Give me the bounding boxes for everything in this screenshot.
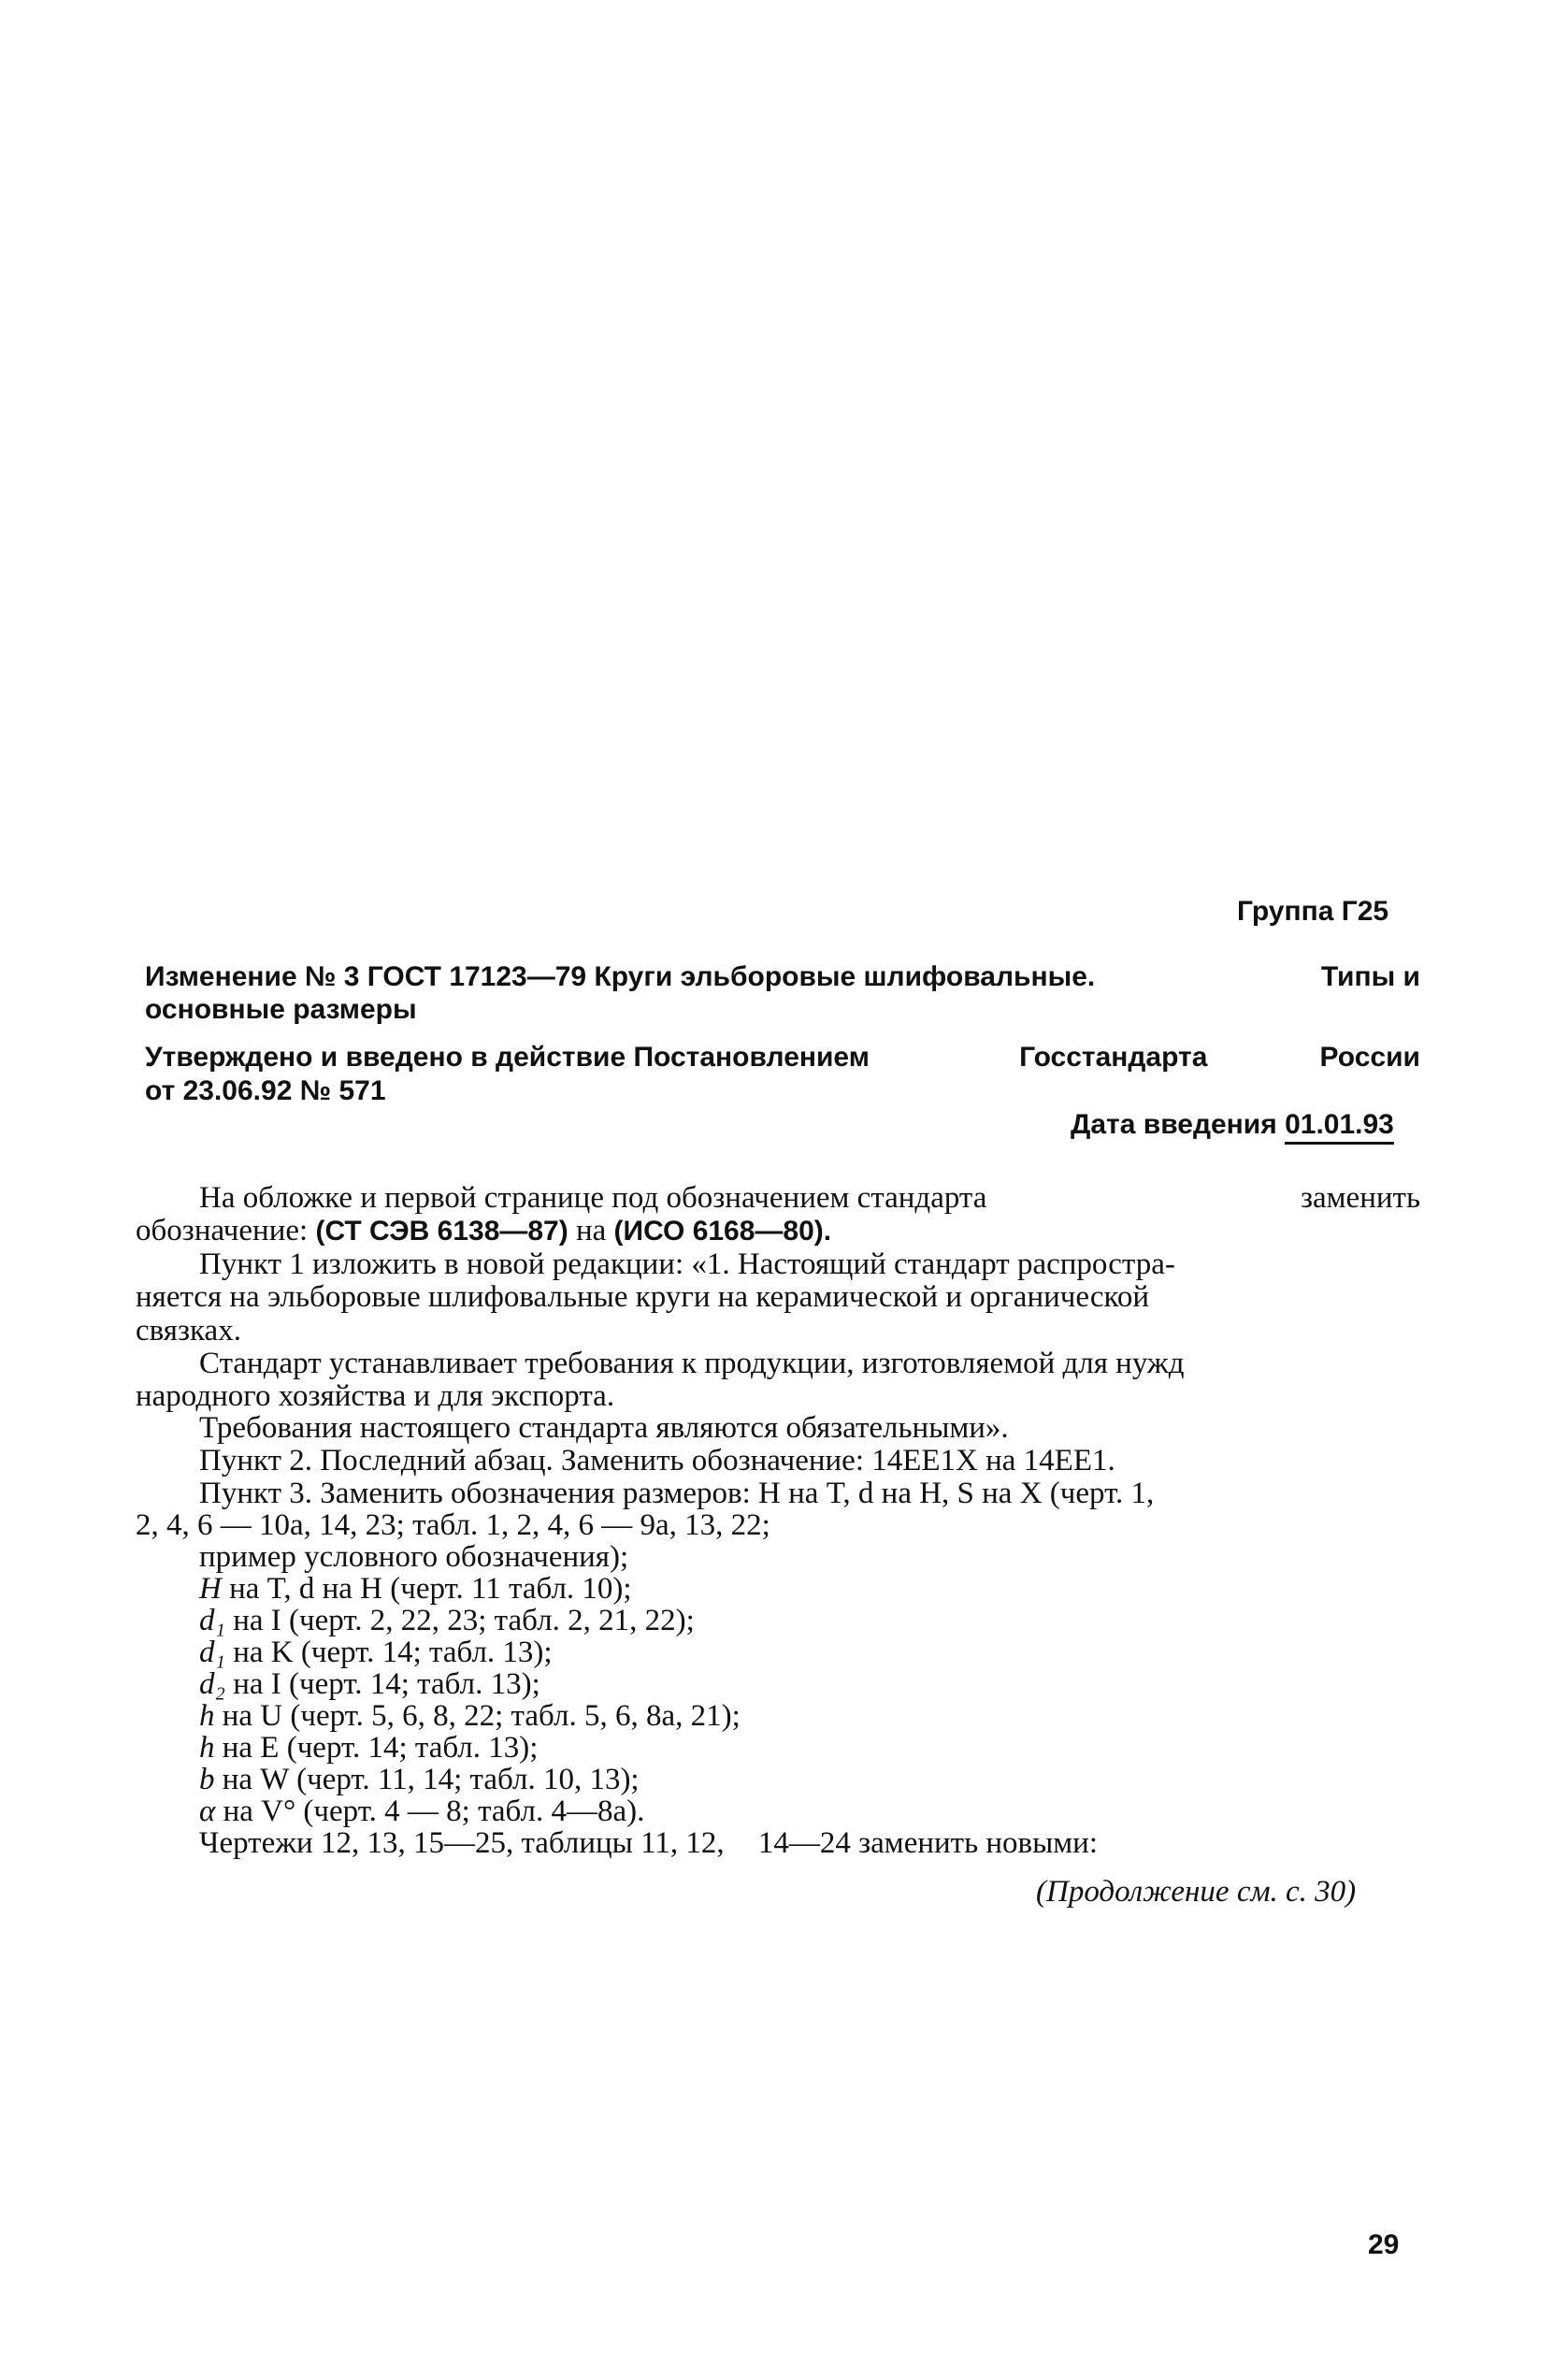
page-number: 29 <box>1368 2229 1400 2260</box>
p5-line1: Пункт 2. Последний абзац. Заменить обозначение: 14EE1X на 14EE1. <box>199 1444 1115 1478</box>
p4-line1: Требования настоящего стандарта являются обязательными». <box>199 1411 1009 1445</box>
replacement-8 <box>199 1794 644 1829</box>
p1-line1 <box>199 1180 1420 1216</box>
approval-line <box>145 1040 1420 1075</box>
amendment-title <box>145 959 1420 995</box>
p6-line2: 2, 4, 6 — 10а, 14, 23; табл. 1, 2, 4, 6 — 9а, 13, 22; <box>136 1508 770 1542</box>
replacement-7-symbol: b <box>199 1763 215 1796</box>
approval-left: Утверждено и введено в действие Постановлением <box>145 1042 870 1073</box>
intro-date <box>1071 1107 1394 1143</box>
p7-line1 <box>199 1825 1098 1861</box>
approval-decree: от 23.06.92 № 571 <box>145 1075 386 1106</box>
p3-line1: Стандарт устанавливает требования к продукции, изготовляемой для нужд <box>199 1347 1185 1380</box>
p2-line3: связках. <box>136 1314 241 1348</box>
replacement-2 <box>199 1603 695 1638</box>
replacement-3-text: на K (черт. 14; табл. 13); <box>233 1636 553 1669</box>
p1-line2 <box>136 1213 831 1249</box>
p6-line3: пример условного обозначения); <box>199 1540 629 1574</box>
p2-line1: Пункт 1 изложить в новой редакции: «1. Настоящий стандарт распростра- <box>199 1247 1175 1281</box>
replacement-3 <box>199 1635 553 1670</box>
replacement-6-text: на E (черт. 14; табл. 13); <box>222 1731 539 1765</box>
p1-line2-c: на <box>575 1214 607 1247</box>
p1-line2-a: обозначение: <box>136 1214 309 1247</box>
amendment-title-line2: основные размеры <box>145 994 417 1025</box>
replacement-7 <box>199 1762 640 1797</box>
p6-line1: Пункт 3. Заменить обозначения размеров: H на T, d на H, S на X (черт. 1, <box>199 1477 1155 1510</box>
replacement-6 <box>199 1730 538 1766</box>
replacement-5-text: на U (черт. 5, 6, 8, 22; табл. 5, 6, 8а, 21); <box>222 1699 741 1733</box>
replacement-8-text: на V° (черт. 4 — 8; табл. 4—8а). <box>223 1795 645 1828</box>
p1-line2-d: (ИСО 6168—80). <box>613 1216 832 1247</box>
replacement-5-symbol: h <box>199 1699 215 1733</box>
replacement-1-symbol: H <box>199 1572 222 1606</box>
p2-line2: няется на эльборовые шлифовальные круги на керамической и органической <box>136 1280 1149 1314</box>
replacement-2-text: на I (черт. 2, 22, 23; табл. 2, 21, 22); <box>233 1604 695 1637</box>
p7-line1-a: Чертежи 12, 13, 15—25, таблицы 11, 12, <box>199 1826 725 1860</box>
replacement-3-symbol: d₁ <box>199 1636 225 1669</box>
p1-line1-a: На обложке и первой странице под обозначением стандарта <box>199 1181 987 1215</box>
approval-mid: Госстандарта <box>1019 1042 1208 1073</box>
replacement-8-symbol: α <box>199 1795 216 1828</box>
replacement-4-symbol: d₂ <box>199 1667 225 1701</box>
replacement-1 <box>199 1571 632 1607</box>
replacement-4-text: на I (черт. 14; табл. 13); <box>233 1667 540 1701</box>
p1-line1-b: заменить <box>1300 1181 1420 1215</box>
p1-line2-b: (СТ СЭВ 6138—87) <box>315 1216 568 1247</box>
continuation-note: (Продолжение см. с. 30) <box>1036 1875 1357 1909</box>
group-label: Группа Г25 <box>1237 896 1389 927</box>
amendment-title-left: Изменение № 3 ГОСТ 17123—79 Круги эльборовые шлифовальные. <box>145 961 1096 992</box>
replacement-5 <box>199 1698 741 1734</box>
intro-date-value: 01.01.93 <box>1285 1109 1394 1145</box>
replacement-1-text: на T, d на H (черт. 11 табл. 10); <box>229 1572 632 1606</box>
p3-line2: народного хозяйства и для экспорта. <box>136 1379 615 1413</box>
replacement-7-text: на W (черт. 11, 14; табл. 10, 13); <box>222 1763 640 1796</box>
replacement-4 <box>199 1666 540 1702</box>
intro-date-label: Дата введения <box>1071 1109 1277 1140</box>
p7-line1-b: 14—24 заменить новыми: <box>757 1826 1099 1860</box>
approval-right: России <box>1319 1042 1420 1073</box>
amendment-title-right: Типы и <box>1320 961 1420 992</box>
replacement-2-symbol: d₁ <box>199 1604 225 1637</box>
replacement-6-symbol: h <box>199 1731 215 1765</box>
